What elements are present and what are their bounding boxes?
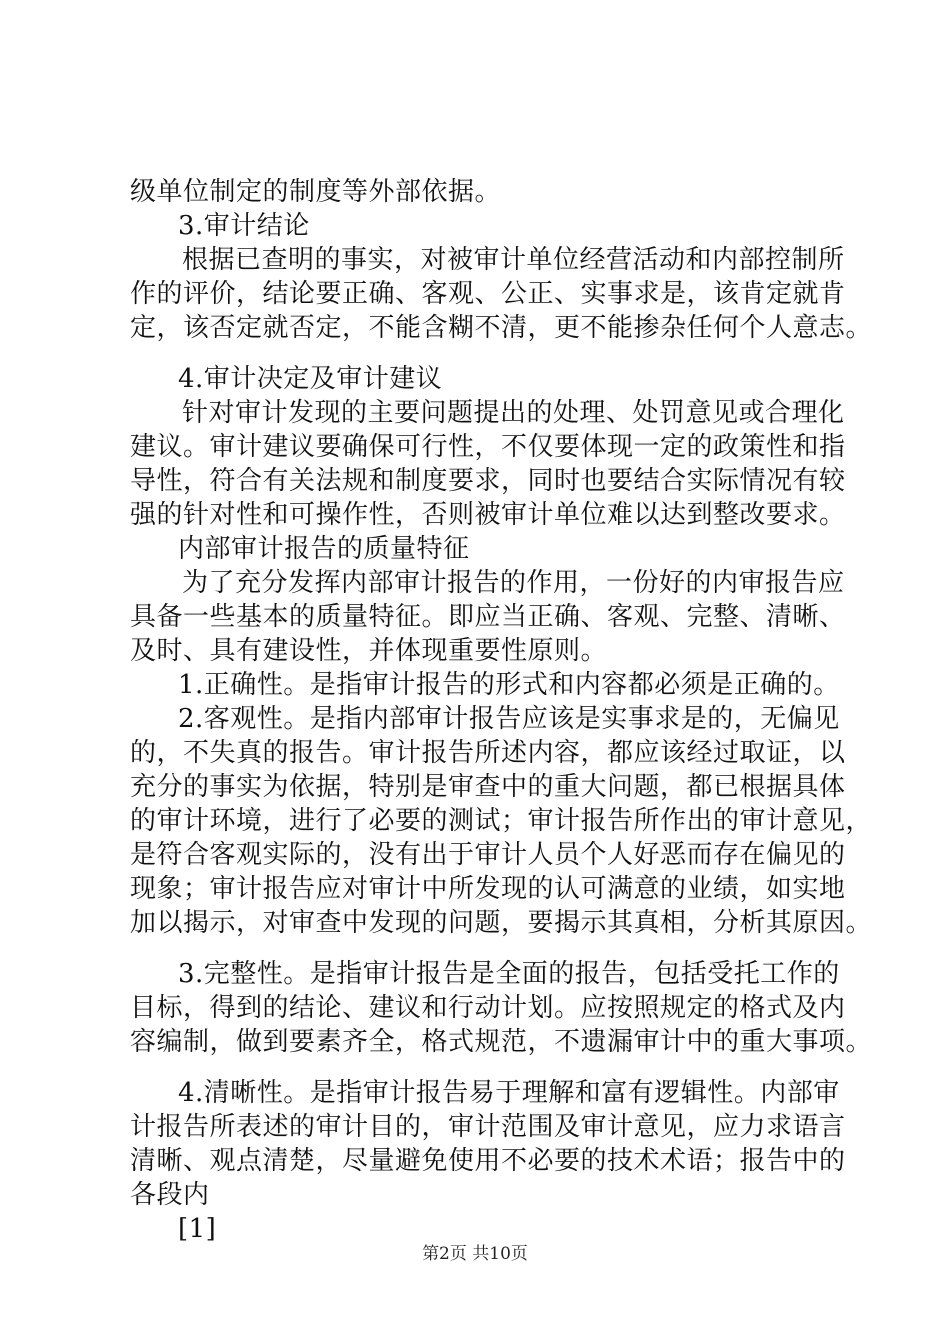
body-text-line: 的，不失真的报告。审计报告所述内容，都应该经过取证，以 (130, 738, 846, 768)
body-text-line: 根据已查明的事实，对被审计单位经营活动和内部控制所 (182, 245, 845, 275)
list-item: 4.清晰性。是指审计报告易于理解和富有逻辑性。内部审 (178, 1078, 840, 1108)
list-item: 2.客观性。是指内部审计报告应该是实事求是的，无偏见 (178, 704, 840, 734)
list-item: 3.完整性。是指审计报告是全面的报告，包括受托工作的 (178, 959, 840, 989)
body-text-line: 建议。审计建议要确保可行性，不仅要体现一定的政策性和指 (130, 432, 846, 462)
body-text-line: 及时、具有建设性，并体现重要性原则。 (130, 636, 608, 666)
body-text-line: 各段内 (130, 1180, 210, 1210)
body-text-line: 容编制，做到要素齐全，格式规范，不遗漏审计中的重大事项。 (130, 1027, 873, 1057)
body-text-line: 目标，得到的结论、建议和行动计划。应按照规定的格式及内 (130, 993, 846, 1023)
section-heading: 内部审计报告的质量特征 (178, 534, 470, 564)
section-heading: 3.审计结论 (178, 211, 310, 241)
body-text-line: 针对审计发现的主要问题提出的处理、处罚意见或合理化 (182, 398, 845, 428)
body-text-line: 的审计环境，进行了必要的测试；审计报告所作出的审计意见， (130, 806, 873, 836)
body-text-line: 清晰、观点清楚，尽量避免使用不必要的技术术语；报告中的 (130, 1146, 846, 1176)
body-text-line: 强的针对性和可操作性，否则被审计单位难以达到整改要求。 (130, 500, 846, 530)
body-text-line: 现象；审计报告应对审计中所发现的认可满意的业绩，如实地 (130, 874, 846, 904)
body-text-line: 加以揭示，对审查中发现的问题，要揭示其真相，分析其原因。 (130, 908, 873, 938)
body-text-line: 为了充分发挥内部审计报告的作用，一份好的内审报告应 (182, 568, 845, 598)
body-text-line: 具备一些基本的质量特征。即应当正确、客观、完整、清晰、 (130, 602, 846, 632)
footnote-marker: [1] (178, 1214, 217, 1244)
body-text-line: 充分的事实为依据，特别是审查中的重大问题，都已根据具体 (130, 772, 846, 802)
page-number-footer: 第2页 共10页 (422, 1244, 528, 1264)
body-text-line: 是符合客观实际的，没有出于审计人员个人好恶而存在偏见的 (130, 840, 846, 870)
body-text-line: 级单位制定的制度等外部依据。 (130, 177, 502, 207)
body-text-line: 导性，符合有关法规和制度要求，同时也要结合实际情况有较 (130, 466, 846, 496)
body-text-line: 作的评价，结论要正确、客观、公正、实事求是，该肯定就肯 (130, 279, 846, 309)
body-text-line: 计报告所表述的审计目的，审计范围及审计意见，应力求语言 (130, 1112, 846, 1142)
list-item: 1.正确性。是指审计报告的形式和内容都必须是正确的。 (178, 670, 840, 700)
section-heading: 4.审计决定及审计建议 (178, 364, 443, 394)
body-text-line: 定，该否定就否定，不能含糊不清，更不能掺杂任何个人意志。 (130, 313, 873, 343)
